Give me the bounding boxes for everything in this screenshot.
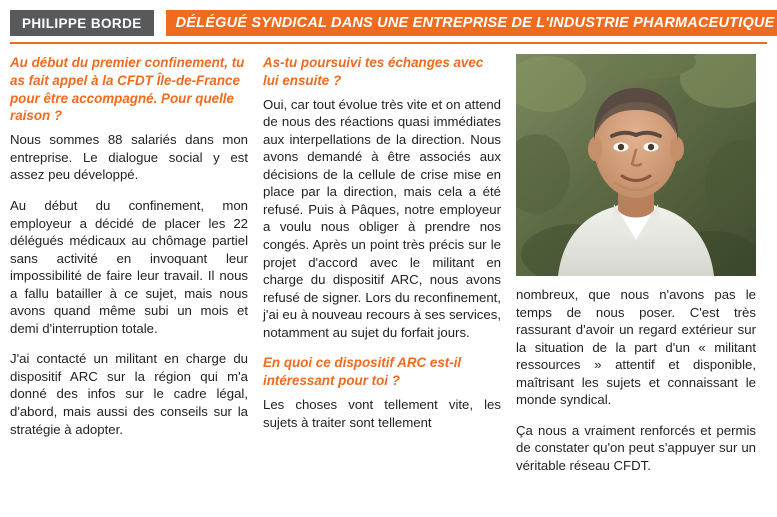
- column-two: [263, 54, 501, 431]
- answer-paragraph: nombreux, que nous n'avons pas le temps de nous poser. C'est très rassurant d'avoir un regard extérieur sur la situation de la part d'un « militant ressources » attentif et disponible, maîtrisant les sujets et connaissant le monde syndical.: [516, 287, 756, 408]
- answer-paragraph: Les choses vont tellement vite, les sujets à traiter sont tellement: [263, 396, 501, 430]
- column-three: [516, 286, 756, 474]
- article-header: [10, 10, 775, 36]
- column-one: [10, 54, 248, 438]
- answer-paragraph: Au début du confinement, mon employeur a décidé de placer les 22 délégués médicaux au chômage partiel sans activité en invoquant leur impossibilité de faire leur travail. Il nous a fallu batailler à ce sujet, mais nous avons quand même subi un mois et demi d'interruption totale.: [10, 197, 248, 336]
- article-body: [10, 54, 767, 506]
- question-two: As-tu poursuivi tes échanges avec lui ensuite ?: [263, 55, 484, 88]
- answer-paragraph: Nous sommes 88 salariés dans mon entreprise. Le dialogue social y est assez peu développé.: [10, 132, 248, 183]
- question-one: Au début du premier confinement, tu as fait appel à la CFDT Île-de-France pour être accompagné. Pour quelle raison ?: [10, 55, 245, 124]
- header-divider-rule: [10, 42, 767, 44]
- answer-paragraph: Ça nous a vraiment renforcés et permis de constater qu'on peut s'appuyer sur un véritable réseau CFDT.: [516, 422, 756, 473]
- portrait-photo: [516, 54, 756, 276]
- article-title-banner: DÉLÉGUÉ SYNDICAL DANS UNE ENTREPRISE DE L'INDUSTRIE PHARMACEUTIQUE: [166, 10, 777, 36]
- answer-paragraph: J'ai contacté un militant en charge du dispositif ARC sur la région qui m'a donné des infos sur le cadre légal, d'abord, mais aussi des conseils sur la stratégie à adopter.: [10, 351, 248, 437]
- question-three: En quoi ce dispositif ARC est-il intéressant pour toi ?: [263, 355, 462, 389]
- interviewee-name-badge: PHILIPPE BORDE: [10, 10, 154, 36]
- answer-paragraph: Oui, car tout évolue très vite et on attend de nous des réactions quasi immédiates aux interpellations de la direction. Nous avons demandé à être associés aux décisions de la cellule de crise mise en place par la direction, mais cela a été refusé. Puis à Pâques, notre employeur a voulu nous obliger à prendre nos congés. Après un point très précis sur le projet d'accord avec le militant en charge du dispositif ARC, nous avons refusé de signer. Lors du reconfinement, j'ai eu à nouveau recours à ses services, notamment au sujet du forfait jours.: [263, 96, 501, 340]
- article-page: [0, 10, 777, 517]
